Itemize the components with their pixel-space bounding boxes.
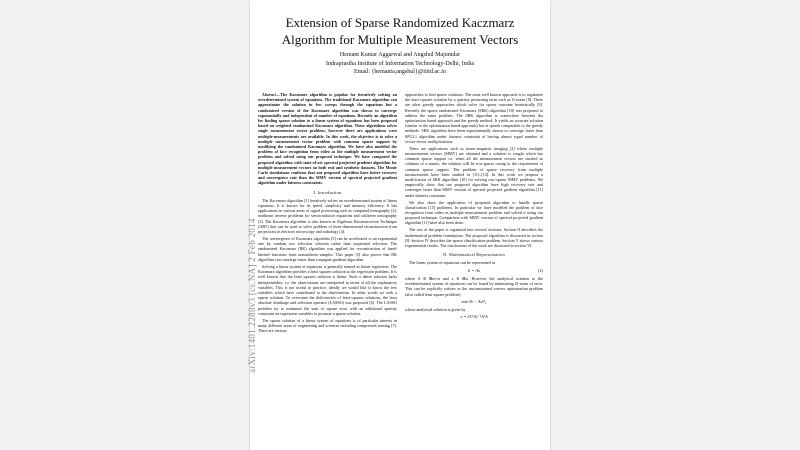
equation-2: min ‖b − Ax‖²₂ [461,298,487,304]
left-column [258,92,397,335]
paragraph: The Kaczmarz algorithm [1] iteratively solves an overdetermined system of linear equations. It is known for its speed, simplicity and memory efficiency. It has applications in various areas of signal processing such as computed tomography [2], nonlinear inverse problems for semiconductor equations and schlieren tomography [3]. The Kaczmarz algorithm is also known as Algebraic Reconstruction Technique (ART) that can be used to solve problem of three-dimensional reconstruction from projections in electron microscopy and radiology [4]. [258,197,397,235]
paragraph: whose analytical solution is given by [405,306,466,312]
abstract-label: Abstract [262,92,277,97]
equation-number: (1) [537,267,543,273]
paragraph: The convergence of Kaczmarz algorithm [5] can be accelerated to an exponential rate by random row selection criterion rather than sequential selection. The randomized Kaczmarz (RK) algorithm was applied for reconstruction of band-limited functions from nonuniform samples. This paper [5] also proves that RK algorithm can converge faster than conjugate gradient algorithm. [258,236,397,262]
paragraph: The rest of the paper is organized into several sections. Section II describes the mathematical problem formulation. The proposed algorithm is discussed in section III. Section IV describes the sparse classification problem. Section V shows various experimental results. The conclusions of the work are discussed in section VI. [405,227,543,249]
right-column [405,92,543,322]
email: Email: {hemanta,angshul}@iiitd.ac.in [354,69,446,75]
section-heading-introduction: I. Introduction [313,189,342,195]
abstract-text: —The Kaczmarz algorithm is popular for iteratively solving an overdetermined system of equations. The traditional Kaczmarz algorithm can approximate the solution in few sweeps through the equations but a randomized version of the Kaczmarz algorithm was shown to converge exponentially and independent of number of equations. Recently an algorithm for finding sparse solution to a linear system of equations has been proposed based on weighted randomized Kaczmarz algorithm. These algorithms solves single measurement vector problem; however there are applications were multiple-measurements are available. In this work, the objective is to solve a multiple measurement vector problem with common sparse support by modifying the randomized Kaczmarz algorithm. We have also modeled the problem of face recognition from video as the multiple measurement vector problem and solved using our proposed technique. We have compared the proposed algorithm with state-of-art spectral projected gradient algorithm for multiple measurement vectors on both real and synthetic datasets. The Monte Carlo simulations confirms that our proposed algorithm have better recovery and convergence rate than the MMV version of spectral projected gradient algorithm under fairness constraints. [258,92,397,186]
abstract [258,92,397,186]
paragraph: The linear system of equations can be represented as [409,260,496,266]
paper-page [247,0,550,450]
paragraph: The sparse solution of a linear system of equations is of particular interest in many different areas of engineering and sciences including compressed sensing [7]. There are various [258,317,397,334]
equation-1 [405,268,543,273]
paragraph: where A ∈ ℝm×n and x ∈ ℝn. However the analytical solution to the overdetermined system of equations can be found by minimizing l2-norm of error. This can be explicitly written as the unconstrained convex optimization problem (also called least-square problem) : [405,275,543,297]
section-heading-math: II. Mathematical Representation [443,252,505,258]
equation-3: x = (AᵀA)⁻¹Aᵀb [460,314,488,320]
paper-title-line2: Algorithm for Multiple Measurement Vectors [281,32,519,47]
paragraph: approaches to find sparse solutions. The most well known approach is to regularize the least squares solution by a sparsity promoting term such as l1-norm [8]. There are other greedy approaches which solve for sparse outcome heuristically [9]. Recently the sparse randomized Kaczmarz (SRK) algorithm [10] was proposed to address the same problem. The SRK algorithm is somewhere between the optimization based approach and the greedy method. It yields an accurate solution (similar to the optimization based approach) but at speeds comparable to the greedy methods. SRK algorithm have been experimentally shown to converge faster than SPGL1 algorithm under fairness constraint of having almost equal number of vector-vector multiplications. [405,92,543,144]
paragraph: We also show the application of proposed algorithm to handle sparse classification [15] problems. In particular we have modeled the problem of face recognition from video as multiple measurement problem and solved it using our proposed technique. Comparison with MMV version of spectral projected gradient algorithm [11] have also been done. [405,199,543,226]
equation-1-body: b = Ax [468,267,480,273]
affiliation: Indraprastha Institute of Information Technology-Delhi, India [325,60,475,67]
arxiv-stamp: arXiv:1401.2288v3 [cs.NA] 2 Feb 2014 [247,218,257,373]
paragraph: There are applications such as neuro-magnetic imaging [2] where multiple measurements vectors (MMV) are obtained and a solution is sought which has common sparse support i.e. when all the measurement vectors are stacked as columns of a matrix, the solution will be row-sparse owing to the requirement of common sparse support. The problem of sparse recovery from multiple measurements have been studied in [11]–[14]. In this work we propose a modification of SRK algorithm [10] for solving row-sparse MMV problems. We empirically show that our proposed algorithm have high recovery rate and converges faster than MMV version of spectral projected gradient algorithm [11] under fairness constraint. [405,145,543,198]
paper-title-line1: Extension of Sparse Randomized Kaczmarz [285,15,515,30]
paragraph: Solving a linear system of equations is generally termed as linear regression. The Kaczmarz algorithm provides a least squares solution to the regression problem. It is well known that the least squares solution is dense. Such a dense solution lacks interpretability; i.e. the observations are interpreted in terms of all the explanatory variables. This is not useful in practice; ideally we would like to know the few variables which have contributed to the observations. In other words we seek a sparse solution. To overcome the deficiencies of least-squares solutions, the least absolute shrinkage and selection operator (LASSO) was proposed [6]. The LASSO problem try to minimize the sum of square error with an additional sparsity constraint on regression variables to promote a sparse solution. [258,263,397,316]
authors: Hemant Kumar Aggarwal and Angshul Majumdar [339,52,461,58]
